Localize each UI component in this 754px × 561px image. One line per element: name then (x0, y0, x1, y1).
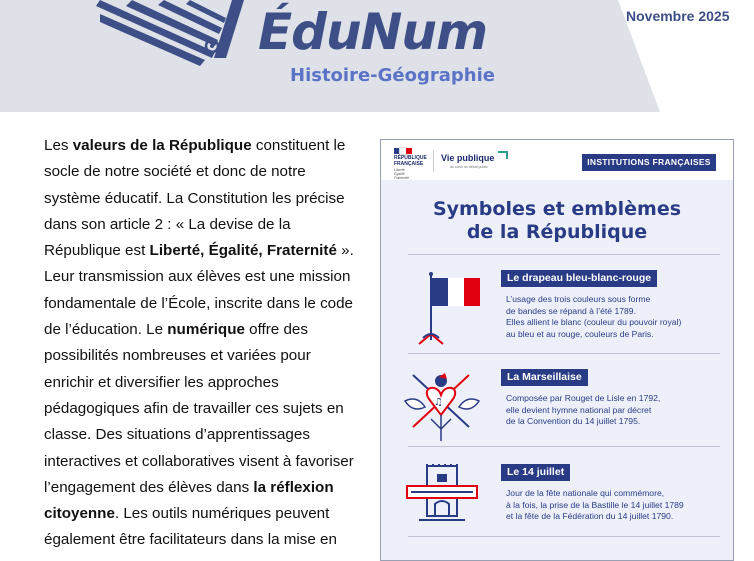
category-badge: INSTITUTIONS FRANÇAISES (582, 154, 716, 171)
desc-line: au bleu et au rouge, couleurs de Paris. (506, 328, 654, 339)
desc-line: de bandes se répand à l’été 1789. (506, 305, 636, 316)
text-run: ». Leur transmission aux élèves est une mission fondamentale de l’École, inscrite dans le code de l’éducation. Le (44, 242, 354, 339)
bold-run: numérique (167, 321, 245, 339)
desc-line: à la fois, la prise de la Bastille le 14 juillet 1789 (506, 499, 684, 510)
bold-run: la réflexion citoyenne (44, 478, 334, 523)
desc-line: Composée par Rouget de Lisle en 1792, (506, 393, 661, 403)
title-line: Symboles et emblèmes (432, 198, 682, 220)
section-divider (408, 536, 720, 537)
section-divider (408, 446, 720, 447)
desc-line: et la fête de la Fédération du 14 juillet 1790. (506, 511, 674, 521)
desc-line: Elles allient le blanc (couleur du pouvoir royal) (506, 317, 682, 327)
logo-subtitle: Histoire-Géographie (290, 65, 495, 86)
desc-line: de la Convention du 14 juillet 1795. (506, 416, 641, 426)
rf-motto-line: Fraternité (394, 176, 409, 180)
svg-text:♫: ♫ (434, 397, 443, 408)
section-description (506, 488, 726, 523)
title-line: de la République (466, 221, 648, 243)
section-description (506, 294, 726, 340)
rf-motto-line: Égalité (394, 172, 405, 176)
text-run: . Les outils numériques peuvent également être facilitateurs dans la mise en (44, 505, 337, 549)
bold-run: valeurs de la République (72, 137, 252, 154)
vie-publique-tagline: au cœur du débat public (450, 165, 488, 169)
section-label: Le drapeau bleu-blanc-rouge (501, 270, 657, 287)
intro-paragraph (44, 133, 362, 554)
tricolor-flag-icon (399, 270, 485, 346)
rf-flag-icon (394, 148, 412, 154)
section-divider (408, 353, 720, 354)
marseillaise-emblem-icon (399, 369, 485, 445)
section-divider (408, 254, 720, 255)
infographic-title (381, 198, 733, 244)
logo-divider (433, 150, 434, 172)
text-run: constituent le socle de notre société et donc de notre système éducatif. La Constitution les précise dans son article 2 : « La devise de la République est (44, 137, 346, 260)
book-logo-icon (0, 0, 260, 70)
symbols-infographic[interactable] (380, 139, 734, 561)
section-label: La Marseillaise (501, 369, 588, 386)
vp-mark-icon (498, 151, 508, 159)
text-run: Les (44, 137, 73, 154)
rf-line: RÉPUBLIQUE (394, 155, 427, 161)
desc-line: L’usage des trois couleurs sous forme (506, 294, 651, 304)
bastille-tower-icon (399, 464, 485, 540)
desc-line: elle devient hymne national par décret (506, 404, 652, 415)
logo-title: ÉduNum (258, 3, 488, 61)
issue-date: Novembre 2025 (626, 8, 730, 24)
rf-motto-line: Liberté (394, 168, 405, 172)
rf-motto (394, 168, 409, 180)
vie-publique-logo: Vie publique (441, 153, 495, 163)
header (0, 0, 754, 112)
rf-line: FRANÇAISE (394, 160, 424, 167)
section-label: Le 14 juillet (501, 464, 570, 481)
section-description (506, 393, 726, 428)
desc-line: Jour de la fête nationale qui commémore, (506, 488, 665, 498)
text-run: offre des possibilités nombreuses et variées pour enrichir et diversifier les approches pédagogiques afin de travailler ces sujets en classe. Des situations d’apprentissages interactives et collaboratives visent à favoriser l’engagement des élèves dans (44, 321, 354, 496)
infographic-top-bar (381, 140, 733, 180)
bold-run: Liberté, Égalité, Fraternité (149, 242, 337, 260)
rf-logo-text (394, 156, 427, 167)
